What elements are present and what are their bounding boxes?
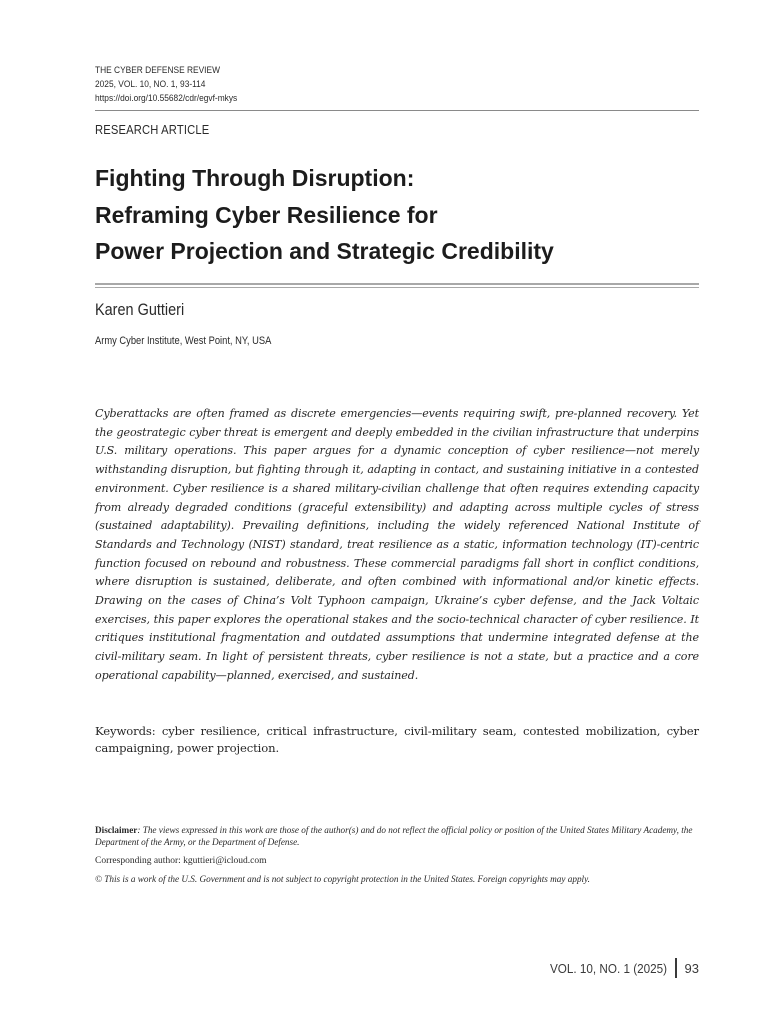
corresponding-author: Corresponding author: kguttieri@icloud.com bbox=[95, 856, 267, 866]
journal-name: THE CYBER DEFENSE REVIEW bbox=[95, 65, 220, 76]
title-line-1: Fighting Through Disruption: bbox=[95, 165, 415, 191]
title-line-3: Power Projection and Strategic Credibility bbox=[95, 238, 554, 264]
disclaimer-text: : The views expressed in this work are those of the author(s) and do not reflect the official policy or position of the United States Military Academy, the Department of the Army, or the Department of Defense. bbox=[95, 825, 693, 847]
keywords: Keywords: cyber resilience, critical infrastructure, civil-military seam, contested mobilization, cyber campaigning, power projection. bbox=[95, 724, 699, 755]
folio-volume: VOL. 10, NO. 1 (2025) bbox=[549, 960, 668, 976]
author-name: Karen Guttieri bbox=[95, 300, 185, 319]
journal-citation: 2025, VOL. 10, NO. 1, 93-114 bbox=[95, 79, 206, 90]
folio-separator bbox=[675, 958, 677, 978]
author-affiliation: Army Cyber Institute, West Point, NY, USA bbox=[95, 335, 272, 347]
copyright-notice: © This is a work of the U.S. Government and is not subject to copyright protection in the United States. Foreign copyrights may apply. bbox=[95, 874, 590, 884]
page-number: 93 bbox=[684, 960, 699, 976]
disclaimer bbox=[95, 825, 699, 848]
article-title bbox=[95, 160, 715, 270]
abstract: Cyberattacks are often framed as discrete emergencies—events requiring swift, pre-planned recovery. Yet the geostrategic cyber threat is emergent and deeply embedded in the civilian infrastructure that underpins U.S. military operations. This paper argues for a dynamic conception of cyber resilience—not merely withstanding disruption, but fighting through it, adapting in contact, and sustaining initiative in a contested environment. Cyber resilience is a shared military-civilian challenge that often requires extending capacity from already degraded conditions (graceful extensibility) and adapting across multiple cycles of stress (sustained adaptability). Prevailing definitions, including the widely referenced National Institute of Standards and Technology (NIST) standard, treat resilience as a static, information technology (IT)-centric function focused on rebound and robustness. These commercial paradigms fall short in conflict conditions, where disruption is sustained, deliberate, and often combined with informational and/or kinetic effects. Drawing on the cases of China’s Volt Typhoon campaign, Ukraine’s cyber defense, and the Jack Voltaic exercises, this paper explores the operational stakes and the socio-technical character of cyber resilience. It critiques institutional fragmentation and outdated assumptions that undermine integrated defense at the civil-military seam. In light of persistent threats, cyber resilience is not a state, but a practice and a core operational capability—planned, exercised, and sustained. bbox=[95, 407, 699, 682]
page-folio bbox=[537, 958, 699, 978]
article-type: RESEARCH ARTICLE bbox=[95, 122, 210, 137]
disclaimer-label: Disclaimer bbox=[95, 825, 138, 835]
journal-doi[interactable]: https://doi.org/10.55682/cdr/egvf-mkys bbox=[95, 93, 238, 104]
title-line-2: Reframing Cyber Resilience for bbox=[95, 201, 438, 228]
journal-header bbox=[95, 64, 699, 106]
title-divider bbox=[95, 283, 699, 288]
header-divider bbox=[95, 110, 699, 111]
